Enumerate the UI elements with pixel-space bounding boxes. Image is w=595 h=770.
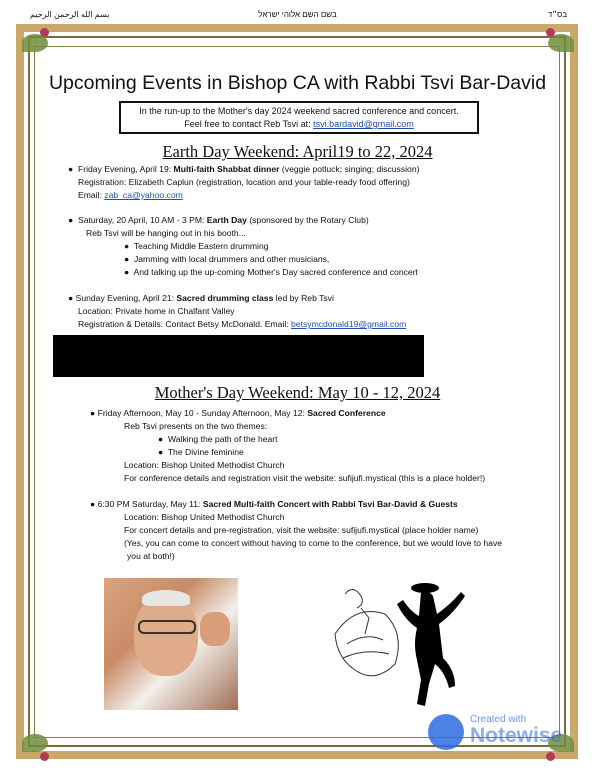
event-title: Sacred Conference: [307, 408, 386, 418]
mothers-event-1-desc: Reb Tsvi presents on the two themes:: [124, 421, 268, 431]
email-label: Email:: [78, 190, 102, 200]
event-title: Earth Day: [206, 215, 247, 225]
top-header: [0, 10, 595, 24]
rabbi-photo: [104, 578, 238, 710]
flower-ornament: [546, 28, 555, 37]
watermark-brand: Notewise: [470, 724, 563, 747]
redacted-block: [53, 335, 424, 377]
watermark-caption: Created with: [470, 714, 527, 725]
pencil-icon: [428, 714, 464, 750]
registration-label: Registration & Details: Contact Betsy McDonald. Email:: [78, 319, 289, 329]
contact-email-link[interactable]: tsvi.bardavid@gmail.com: [313, 119, 414, 129]
leaf-ornament: [22, 734, 48, 752]
bullet: ●: [90, 408, 96, 418]
notewise-watermark: [428, 712, 578, 752]
mothers-event-2-note: (Yes, you can come to concert without having to come to the conference, but we would love to have: [124, 538, 503, 548]
event-email-link[interactable]: zab_ca@yahoo.com: [104, 190, 183, 200]
mothers-event-2-details: For concert details and pre-registration, visit the website: sufijufi.mystical (place holder name): [124, 525, 479, 535]
earth-event-2: [68, 214, 369, 227]
earth-event-3: [68, 292, 334, 305]
event-time: Friday Afternoon, May 10 - Sunday Afternoon, May 12:: [97, 408, 305, 418]
list-item: ● Jamming with local drummers and other musicians,: [124, 254, 330, 264]
face: [134, 596, 198, 676]
earth-event-3-location: Location: Private home in Chalfant Valley: [78, 306, 235, 316]
list-item: ● Walking the path of the heart: [158, 434, 278, 444]
flower-ornament: [40, 752, 49, 761]
bullet: ●: [68, 164, 74, 174]
earth-event-1-registration: Registration: Elizabeth Caplun (registration, location and your table-ready food offering): [78, 177, 410, 187]
list-item: ● Teaching Middle Eastern drumming: [124, 241, 269, 251]
intro-line-1: In the run-up to the Mother's day 2024 weekend sacred conference and concert.: [139, 106, 459, 116]
event-note: (veggie potluck; singing; discussion): [281, 164, 420, 174]
mothers-event-2-location: Location: Bishop United Methodist Church: [124, 512, 285, 522]
event-title: Sacred Multi-faith Concert with Rabbi Tsvi Bar-David & Guests: [202, 499, 458, 509]
list-item: ● And talking up the up-coming Mother's Day sacred conference and concert: [124, 267, 418, 277]
whirling-dervish-sketch: [335, 589, 398, 675]
event-time: 6:30 PM Saturday, May 11:: [97, 499, 201, 509]
flower-ornament: [40, 28, 49, 37]
hasidic-dancer-silhouette: [397, 583, 465, 706]
header-hebrew-right: בס״ד: [547, 10, 567, 19]
event-time: Friday Evening, April 19:: [77, 164, 172, 174]
earth-day-heading: Earth Day Weekend: April19 to 22, 2024: [162, 142, 433, 161]
flower-ornament: [546, 752, 555, 761]
event-time: Sunday Evening, April 21:: [75, 293, 175, 303]
intro-contact-label: Feel free to contact Reb Tsvi at:: [184, 119, 311, 129]
list-item: ● The Divine feminine: [158, 447, 244, 457]
earth-event-3-registration: [78, 318, 406, 331]
mothers-event-1-location: Location: Bishop United Methodist Church: [124, 460, 285, 470]
bullet: ●: [68, 293, 74, 303]
intro-line-2: [121, 118, 477, 131]
event-title: Sacred drumming class: [176, 293, 274, 303]
event-email-link[interactable]: betsymcdonald19@gmail.com: [291, 319, 407, 329]
kippah: [142, 590, 190, 606]
page-title: Upcoming Events in Bishop CA with Rabbi Tsvi Bar-David: [48, 72, 547, 94]
earth-event-1-email-line: [78, 189, 183, 202]
bullet: ●: [68, 215, 74, 225]
header-arabic: بسم الله الرحمن الرحيم: [30, 10, 110, 19]
event-note: (sponsored by the Rotary Club): [249, 215, 369, 225]
glasses: [138, 620, 196, 634]
intro-box: [119, 101, 479, 134]
earth-event-2-desc: Reb Tsvi will be hanging out in his booth...: [86, 228, 246, 238]
mothers-event-2-note-cont: you at both!): [127, 551, 175, 561]
mothers-day-heading: Mother's Day Weekend: May 10 - 12, 2024: [154, 383, 441, 402]
mothers-event-2: [90, 498, 458, 511]
raised-hand: [200, 612, 230, 646]
bullet: ●: [90, 499, 96, 509]
header-hebrew-center: בשם השם אלוהי ישראל: [258, 10, 337, 19]
event-title: Multi-faith Shabbat dinner: [173, 164, 280, 174]
mothers-event-1: [90, 407, 386, 420]
mothers-event-1-details: For conference details and registration visit the website: sufijufi.mystical (this is a place holder!): [124, 473, 486, 483]
earth-event-1: [68, 163, 419, 176]
dancers-illustration: [325, 574, 475, 709]
event-time: Saturday, 20 April, 10 AM - 3 PM:: [77, 215, 205, 225]
event-note: led by Reb Tsvi: [275, 293, 334, 303]
